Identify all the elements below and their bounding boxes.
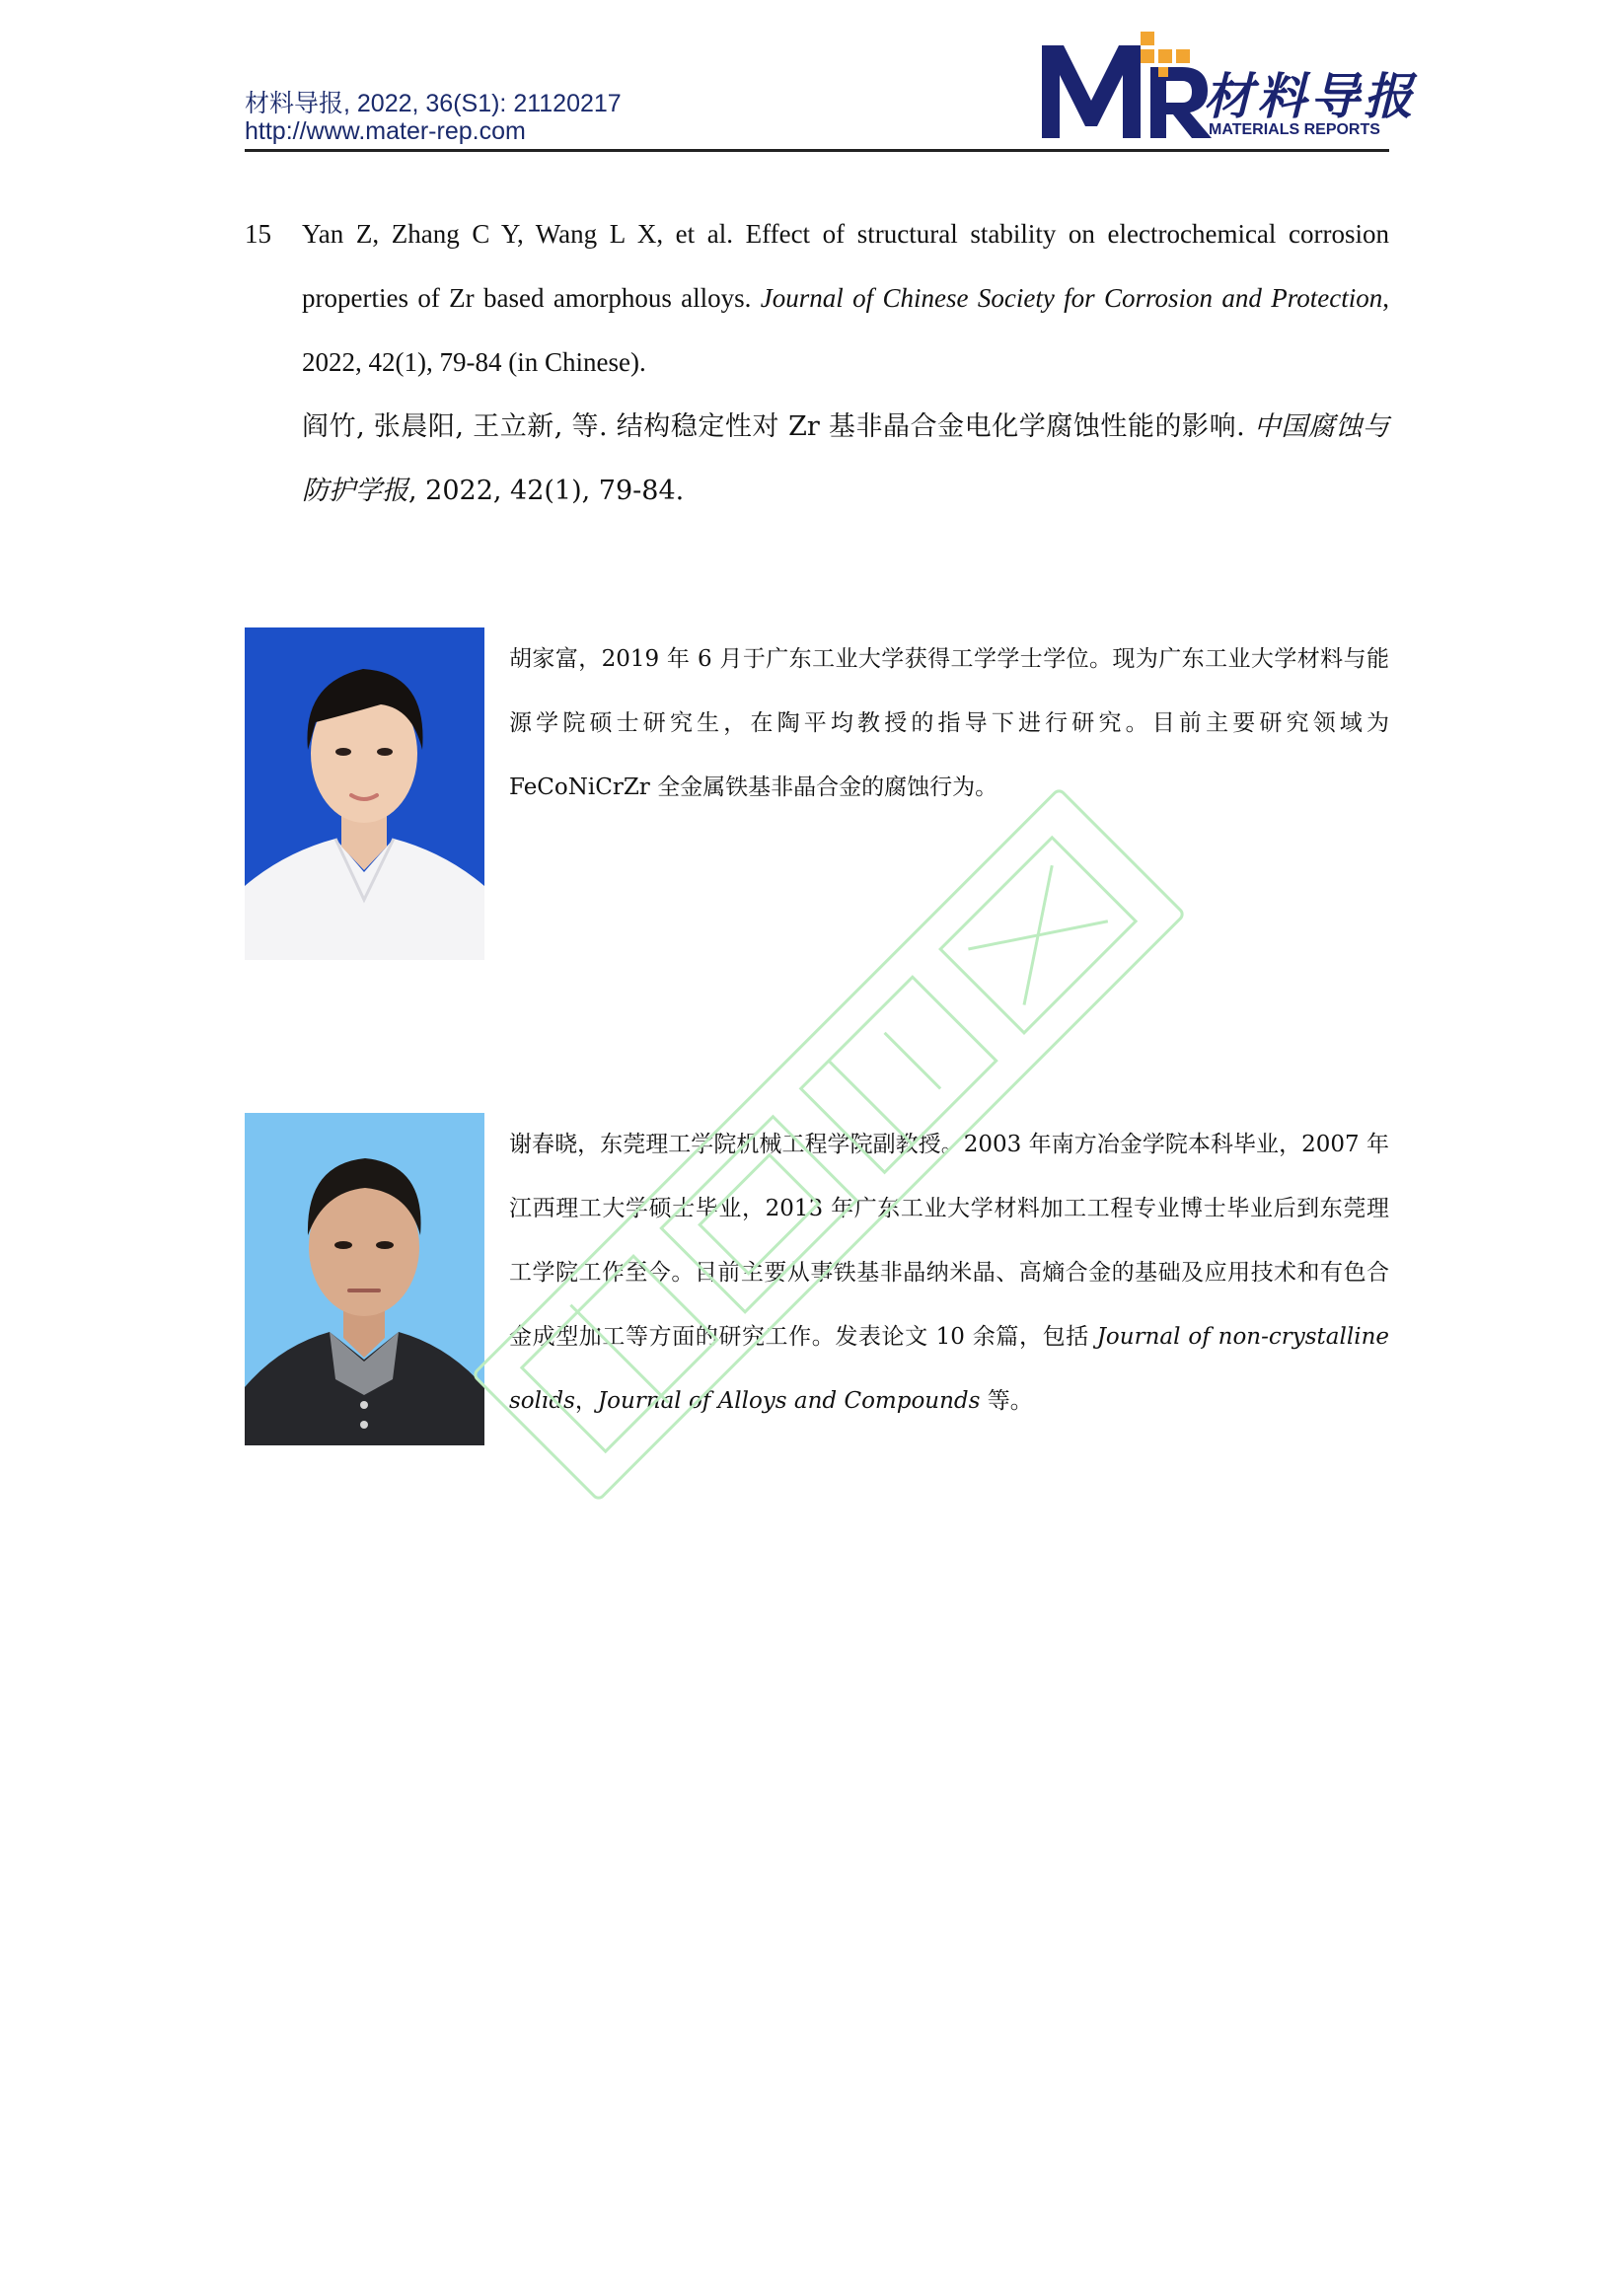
reference-english-journal: Journal of Chinese Society for Corrosion and Protection: [760, 283, 1383, 313]
header-divider: [245, 149, 1389, 152]
journal-citation: 材料导报, 2022, 36(S1): 21120217: [245, 90, 622, 117]
author-bio-2-separator: ，: [574, 1388, 598, 1414]
reference-chinese-journal: 中国腐蚀与防护学报: [302, 411, 1390, 506]
author-photo-1: [245, 627, 484, 960]
author-portrait-2-icon: [245, 1113, 484, 1445]
journal-logo: [1034, 32, 1417, 150]
reference-number: 15: [245, 219, 271, 249]
reference-chinese-text: 阎竹, 张晨阳, 王立新, 等. 结构稳定性对 Zr 基非晶合金电化学腐蚀性能的影响.: [302, 411, 1254, 442]
author-photo-2: [245, 1113, 484, 1445]
author-bio-2-tail: 等。: [980, 1388, 1033, 1414]
page-header: [245, 54, 1417, 151]
author-bio-1-text: 胡家富，2019 年 6 月于广东工业大学获得工学学士学位。现为广东工业大学材料与能源学院硕士研究生，在陶平均教授的指导下进行研究。目前主要研究领域为 FeCoNiCrZr 全金属铁基非晶合金的腐蚀行为。: [509, 646, 1389, 800]
logo-chinese-name: 材料导报: [1204, 67, 1417, 125]
reference-entry: [245, 202, 1389, 523]
author-bio-2-text: [509, 1113, 1389, 1434]
reference-chinese: [302, 395, 1389, 523]
reference-body: [302, 202, 1389, 523]
author-bio-2-journal-a: Journal of non-crystalline solids: [509, 1324, 1389, 1414]
reference-english-details: , 2022, 42(1), 79-84 (in Chinese).: [302, 283, 1389, 377]
reference-english-text: Yan Z, Zhang C Y, Wang L X, et al. Effect of structural stability on electrochemical corrosion properties of Zr based amorphous alloys.: [302, 219, 1389, 313]
author-bio-2-main: 谢春晓，东莞理工学院机械工程学院副教授。2003 年南方冶金学院本科毕业，2007 年江西理工大学硕士毕业，2013 年广东工业大学材料加工工程专业博士毕业后到东莞理工学院工作至今。目前主要从事铁基非晶纳米晶、高熵合金的基础及应用技术和有色合金成型加工等方面的研究工作。发表论文 10 余篇，包括: [509, 1132, 1389, 1350]
journal-url-link[interactable]: http://www.mater-rep.com: [245, 117, 526, 145]
author-bio-2-journal-b: Journal of Alloys and Compounds: [597, 1388, 981, 1414]
reference-chinese-details: , 2022, 42(1), 79-84.: [408, 476, 685, 506]
logo-english-name: MATERIALS REPORTS: [1209, 121, 1380, 138]
reference-english: [302, 202, 1389, 395]
author-portrait-1-icon: [245, 627, 484, 960]
